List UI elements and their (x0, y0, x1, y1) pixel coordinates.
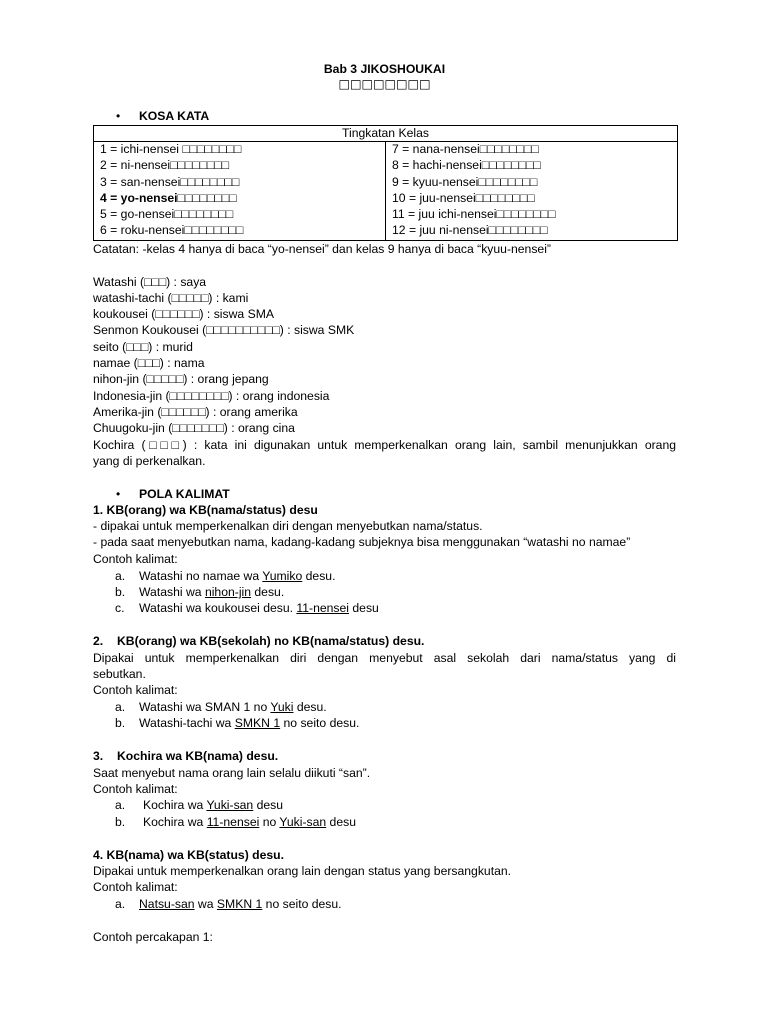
pattern-1-contoh-label: Contoh kalimat: (93, 552, 178, 566)
pattern-2-number: 2. (93, 634, 104, 648)
vocab-item-kochira-continued: yang di perkenalkan. (93, 454, 206, 468)
table-cell: 6 = roku-nensei□□□□□□□□ (100, 223, 244, 238)
pattern-4-description: Dipakai untuk memperkenalkan orang lain dengan status yang bersangkutan. (93, 864, 512, 878)
list-marker: a. (115, 700, 126, 714)
example-sentence: Kochira wa Yuki-san desu (143, 798, 284, 812)
table-cell: 7 = nana-nensei□□□□□□□□ (392, 142, 539, 156)
table-cell: 9 = kyuu-nensei□□□□□□□□ (392, 174, 538, 189)
list-marker: a. (115, 897, 126, 911)
vocab-item: watashi-tachi (□□□□□) : kami (93, 291, 249, 305)
heading-kosa-kata: KOSA KATA (139, 109, 210, 123)
document-title: Bab 3 JIKOSHOUKAI (323, 62, 446, 76)
table-cell: 2 = ni-nensei□□□□□□□□ (100, 158, 230, 173)
table-header: Tingkatan Kelas (94, 126, 678, 142)
pattern-2-description: Dipakai untuk memperkenalkan diri dengan menyebut asal sekolah dari nama/status yang di (93, 651, 676, 665)
table-cell: 11 = juu ichi-nensei□□□□□□□□ (392, 207, 556, 222)
note-catatan: Catatan: -kelas 4 hanya di baca “yo-nensei” dan kelas 9 hanya di baca “kyuu-nensei” (93, 242, 551, 256)
table-column-left (94, 142, 386, 241)
example-sentence: Kochira wa 11-nensei no Yuki-san desu (143, 815, 356, 829)
list-marker: b. (115, 815, 126, 829)
table-cell: 12 = juu ni-nensei□□□□□□□□ (392, 223, 548, 238)
table-cell: 4 = yo-nensei□□□□□□□□ (100, 190, 237, 205)
example-sentence: Watashi wa nihon-jin desu. (139, 585, 285, 599)
vocab-item: namae (□□□) : nama (93, 356, 205, 370)
vocab-item: Chuugoku-jin (□□□□□□□) : orang cina (93, 421, 295, 435)
pattern-3-number: 3. (93, 749, 104, 763)
pattern-2-contoh-label: Contoh kalimat: (93, 683, 178, 697)
vocab-item: Amerika-jin (□□□□□□) : orang amerika (93, 405, 298, 419)
pattern-2-heading: KB(orang) wa KB(sekolah) no KB(nama/status) desu. (117, 634, 425, 648)
heading-pola-kalimat: POLA KALIMAT (139, 487, 230, 501)
pattern-3-description: Saat menyebut nama orang lain selalu diikuti “san”. (93, 766, 371, 780)
list-marker: c. (115, 601, 125, 615)
bullet-kosa-kata: • (116, 109, 121, 123)
list-marker: b. (115, 585, 126, 599)
class-level-table (93, 125, 678, 241)
pattern-1-description: - dipakai untuk memperkenalkan diri dengan menyebutkan nama/status. (93, 519, 483, 533)
example-sentence: Watashi wa SMAN 1 no Yuki desu. (139, 700, 327, 714)
example-sentence: Natsu-san wa SMKN 1 no seito desu. (139, 897, 342, 911)
vocab-item-kochira: Kochira (□□□) : kata ini digunakan untuk memperkenalkan orang lain, sambil menunjukkan orang (93, 438, 676, 452)
table-column-right (386, 142, 678, 241)
example-sentence: Watashi wa koukousei desu. 11-nensei desu (139, 601, 379, 615)
vocab-item: seito (□□□) : murid (93, 340, 193, 354)
list-marker: b. (115, 716, 126, 730)
list-marker: a. (115, 569, 126, 583)
table-cell: 3 = san-nensei□□□□□□□□ (100, 174, 240, 189)
table-cell: 5 = go-nensei□□□□□□□□ (100, 207, 234, 222)
pattern-2-description: sebutkan. (93, 667, 146, 681)
pattern-4-heading: 4. KB(nama) wa KB(status) desu. (93, 848, 284, 862)
pattern-4-contoh-label: Contoh kalimat: (93, 880, 178, 894)
list-marker: a. (115, 798, 126, 812)
vocab-item: Indonesia-jin (□□□□□□□□) : orang indonesia (93, 389, 330, 403)
pattern-3-contoh-label: Contoh kalimat: (93, 782, 178, 796)
vocab-item: Watashi (□□□) : saya (93, 275, 207, 289)
table-cell: 8 = hachi-nensei□□□□□□□□ (392, 158, 541, 173)
example-sentence: Watashi-tachi wa SMKN 1 no seito desu. (139, 716, 360, 730)
pattern-3-heading: Kochira wa KB(nama) desu. (117, 749, 279, 763)
conversation-example-label: Contoh percakapan 1: (93, 930, 213, 944)
table-cell: 10 = juu-nensei□□□□□□□□ (392, 190, 535, 205)
pattern-1-heading: 1. KB(orang) wa KB(nama/status) desu (93, 503, 318, 517)
example-sentence: Watashi no namae wa Yumiko desu. (139, 569, 336, 583)
document-title-japanese: □□□□□□□□ (338, 77, 431, 91)
vocab-item: nihon-jin (□□□□□) : orang jepang (93, 372, 269, 386)
vocab-item: Senmon Koukousei (□□□□□□□□□□) : siswa SMK (93, 323, 355, 337)
pattern-1-description: - pada saat menyebutkan nama, kadang-kadang subjeknya bisa menggunakan “watashi no namae” (93, 535, 631, 549)
table-cell: 1 = ichi-nensei □□□□□□□□ (100, 142, 242, 156)
vocab-item: koukousei (□□□□□□) : siswa SMA (93, 307, 274, 321)
bullet-pola-kalimat: • (116, 487, 121, 501)
